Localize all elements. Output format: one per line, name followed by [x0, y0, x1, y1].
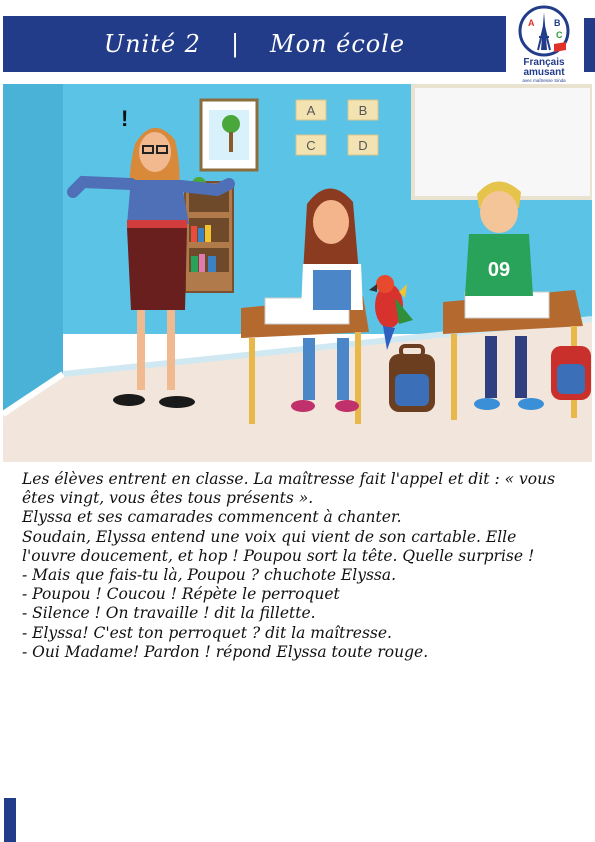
backpack [389, 346, 435, 412]
header-bar [3, 16, 506, 72]
eiffel-tower-logo-icon [514, 4, 574, 58]
page-title [104, 30, 405, 58]
floor [3, 319, 592, 462]
logo-brand-line1: Français [523, 57, 565, 68]
unit-label: Unité 2 [103, 30, 201, 58]
whiteboard [413, 86, 592, 198]
side-accent-bar [584, 18, 595, 72]
title-separator: | [230, 30, 241, 58]
exclamation-mark: ! [121, 106, 129, 131]
story-line-4: - Mais que fais-tu là, Poupou ? chuchote Elyssa. [22, 566, 397, 585]
card-letter-c: C [306, 138, 316, 153]
shirt-number: 09 [487, 259, 511, 281]
logo-letter-b: B [554, 18, 561, 28]
logo-subtitle: avec maîtresse Sinda [522, 78, 566, 83]
story-line-8: - Oui Madame! Pardon ! répond Elyssa toute rouge. [22, 642, 429, 661]
story-line-3: Soudain, Elyssa entend une voix qui vient de son cartable. Elle l'ouvre doucement, et hop ! Poupou sort la tête. Quelle surprise ! [22, 527, 535, 565]
logo [509, 4, 579, 84]
classroom-illustration [3, 84, 592, 462]
story-line-7: - Elyssa! C'est ton perroquet ? dit la maîtresse. [22, 623, 392, 642]
logo-letter-a: A [528, 18, 535, 28]
logo-letter-c: C [556, 30, 563, 40]
story-line-6: - Silence ! On travaille ! dit la fillette. [22, 604, 316, 623]
story-line-2: Elyssa et ses camarades commencent à chanter. [22, 508, 402, 527]
footer-accent-bar [4, 798, 16, 842]
story-text [22, 470, 570, 662]
story-line-1: Les élèves entrent en classe. La maîtresse fait l'appel et dit : « vous êtes vingt, vous êtes tous présents ». [22, 470, 556, 508]
card-letter-a: A [306, 103, 316, 118]
card-letter-b: B [358, 103, 368, 118]
logo-brand-line2: amusant [523, 67, 565, 78]
unit-title: Mon école [270, 30, 406, 58]
card-letter-d: D [358, 138, 368, 153]
story-line-5: - Poupou ! Coucou ! Répète le perroquet [22, 585, 340, 604]
